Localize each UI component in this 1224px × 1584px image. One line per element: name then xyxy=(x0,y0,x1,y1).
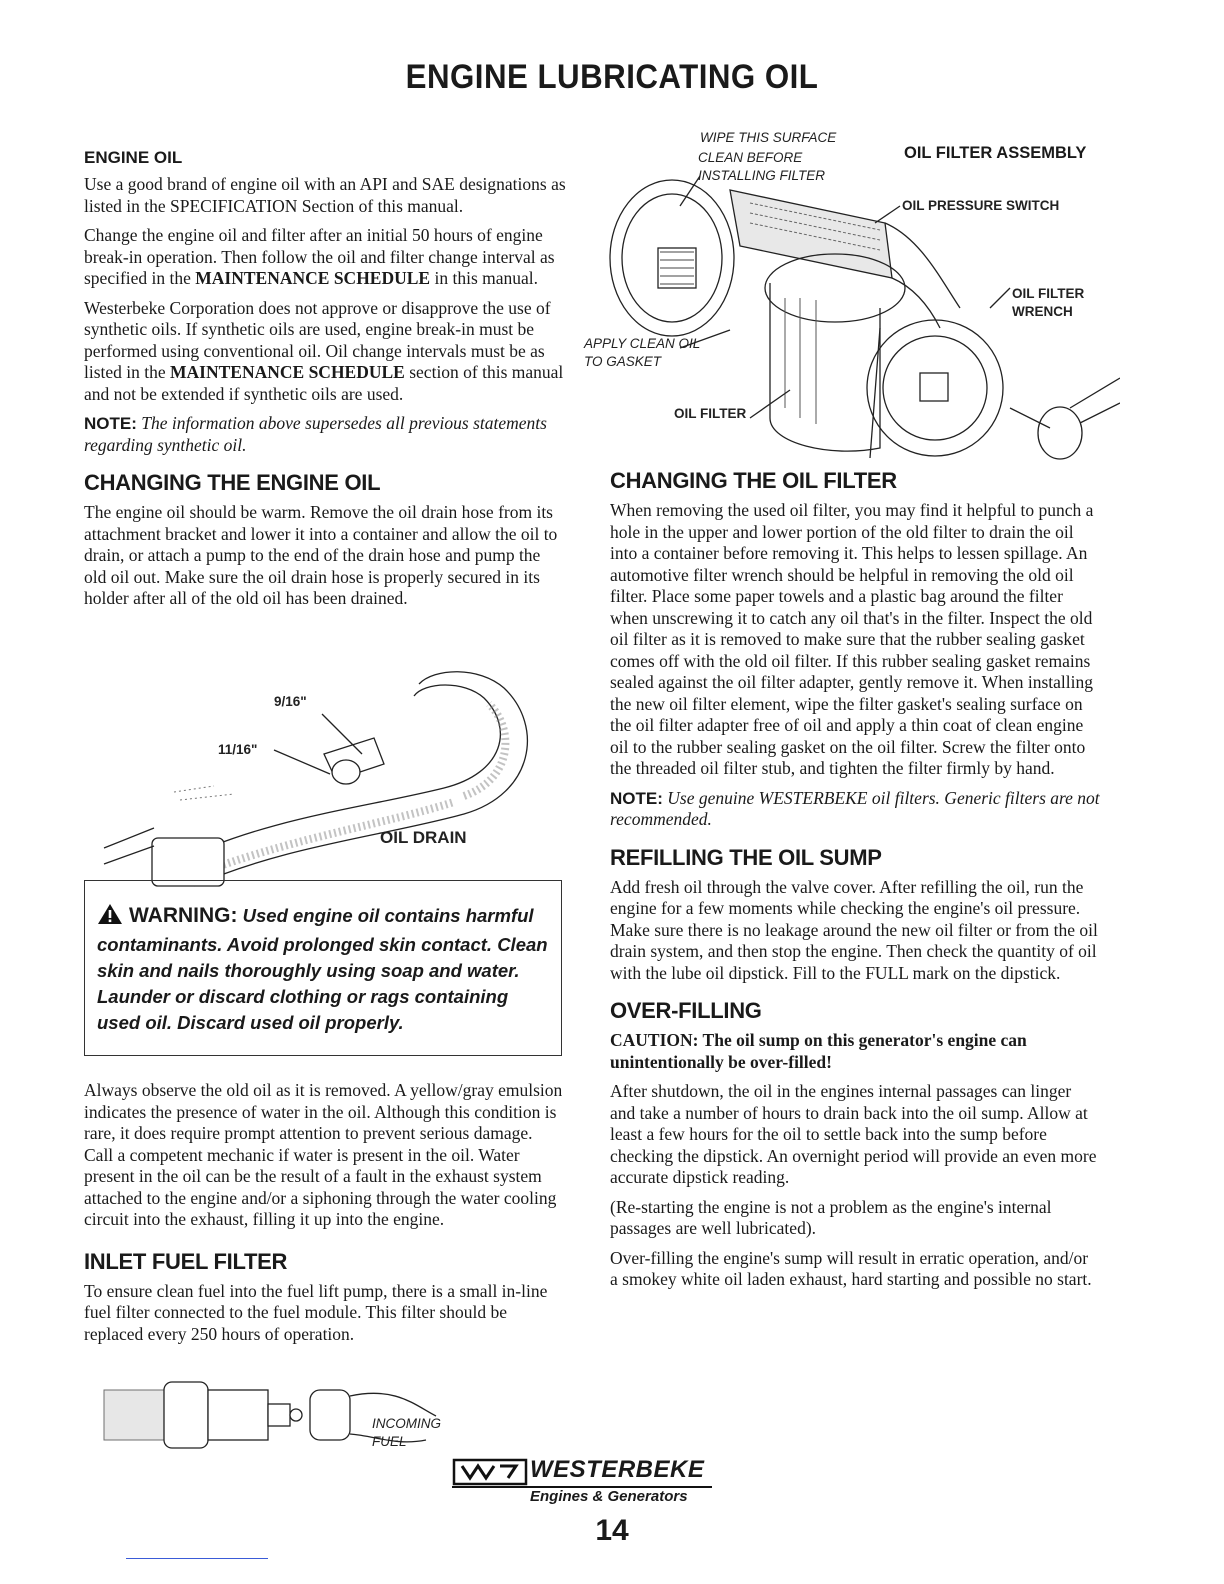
refilling-paragraph: Add fresh oil through the valve cover. After refilling the oil, run the engine for a few moments while checking the engine's oil pressure. Make sure there is no leakage around the new oil filter or from the oil drain system, and then stop the engine. Then check the quantity of oil with the lube oil dipstick. Fill to the FULL mark on the dipstick. xyxy=(610,876,1098,983)
label-clean-before: CLEAN BEFORE xyxy=(698,150,803,165)
label-eleven-sixteenths: 11/16" xyxy=(218,742,258,757)
label-installing-filter: INSTALLING FILTER xyxy=(698,168,826,183)
left-column xyxy=(84,140,566,618)
refilling-heading: REFILLING THE OIL SUMP xyxy=(610,844,882,870)
inlet-fuel-filter-paragraph: To ensure clean fuel into the fuel lift pump, there is a small in-line fuel filter connected to the fuel module. This filter should be replaced every 250 hours of operation. xyxy=(84,1280,548,1344)
oil-drain-hose-drawing xyxy=(84,668,566,898)
maintenance-schedule-ref-1: MAINTENANCE SCHEDULE xyxy=(195,268,431,288)
label-to-gasket: TO GASKET xyxy=(584,354,662,369)
label-oil-drain: OIL DRAIN xyxy=(380,828,467,847)
label-fuel: FUEL xyxy=(372,1434,407,1449)
engine-oil-paragraph-1: Use a good brand of engine oil with an API and SAE designations as listed in the SPECIFICATION Section of this manual. xyxy=(84,174,566,216)
over-filling-paragraph-2: (Re-starting the engine is not a problem as the engine's internal passages are well lubricated). xyxy=(610,1196,1052,1238)
changing-oil-filter-paragraph: When removing the used oil filter, you may find it helpful to punch a hole in the upper and lower portion of the old filter to drain the oil into a container before removing it. This helps to lessen spillage. An automotive filter wrench should be helpful in removing the old oil filter. Place some paper towels and a plastic bag around the filter when unscrewing it to catch any oil that's in the filter. Inspect the old oil filter as it is removed to make sure that the rubber sealing gasket comes off with the old oil filter. If this rubber sealing gasket remains sealed against the oil filter adapter, gently remove it. When installing the new oil filter element, wipe the filter gasket's sealing surface on the oil filter adapter free of oil and apply a thin coat of clean engine oil to the rubber sealing gasket on the oil filter. Screw the filter onto the threaded oil filter stub, and tighten the filter firmly by hand. xyxy=(610,500,1094,778)
label-nine-sixteenths: 9/16" xyxy=(274,694,307,709)
brand-tagline: Engines & Generators xyxy=(530,1488,688,1505)
changing-oil-filter-heading: CHANGING THE OIL FILTER xyxy=(610,468,897,493)
label-oil-filter: OIL FILTER xyxy=(674,406,747,421)
engine-oil-heading: ENGINE OIL xyxy=(84,148,183,167)
label-apply-clean-oil: APPLY CLEAN OIL xyxy=(584,336,701,351)
changing-engine-oil-heading: CHANGING THE ENGINE OIL xyxy=(84,470,381,495)
westerbeke-logo xyxy=(452,1456,712,1512)
footer-rule xyxy=(126,1558,268,1559)
fuel-filter-figure xyxy=(96,1376,456,1466)
engine-oil-paragraph-3: Westerbeke Corporation does not approve or disapprove the use of synthetic oils. If synthetic oils are used, engine break-in must be performed using conventional oil. Oil change intervals must be as listed in the MAINTENANCE SCHEDULE section of this manual and not be extended if synthetic oils are used. xyxy=(84,297,564,404)
oil-drain-figure xyxy=(84,668,566,898)
oil-filter-note: NOTE: Use genuine WESTERBEKE oil filters. Generic filters are not recommended. xyxy=(610,787,1100,829)
lower-left-column xyxy=(84,1080,566,1353)
oil-filter-assembly-title: OIL FILTER ASSEMBLY xyxy=(904,144,1087,162)
over-filling-caution: CAUTION: The oil sump on this generator's engine can unintentionally be over-filled! xyxy=(610,1030,1027,1072)
over-filling-paragraph-3: Over-filling the engine's sump will result in erratic operation, and/or a smokey white oil laden exhaust, hard starting and possible no start. xyxy=(610,1247,1092,1289)
warning-box xyxy=(84,880,562,1056)
over-filling-heading: OVER-FILLING xyxy=(610,998,762,1023)
page-title: ENGINE LUBRICATING OIL xyxy=(405,58,819,96)
brand-name: WESTERBEKE xyxy=(530,1456,705,1483)
engine-oil-paragraph-2: Change the engine oil and filter after an initial 50 hours of engine break-in operation. Then follow the oil and filter change interval as specified in the MAINTENANCE SCHEDULE in this manual. xyxy=(84,225,555,288)
right-column xyxy=(610,468,1100,1299)
label-incoming: INCOMING xyxy=(372,1416,441,1431)
page-number: 14 xyxy=(595,1514,629,1547)
inlet-fuel-filter-heading: INLET FUEL FILTER xyxy=(84,1248,288,1274)
note-label: NOTE: xyxy=(84,414,137,433)
label-oil-filter-wrench-2: WRENCH xyxy=(1012,304,1073,319)
note-label: NOTE: xyxy=(610,788,663,808)
observe-oil-paragraph: Always observe the old oil as it is removed. A yellow/gray emulsion indicates the presence of water in the oil. Although this condition is rare, it does require prompt attention to prevent serious damage. Call a competent mechanic if water is present in the oil. Water present in the oil can be the result of a fault in the exhaust system attached to the engine and/or a siphoning through the water cooling circuit into the exhaust, filling it up into the engine. xyxy=(84,1080,563,1229)
label-oil-filter-wrench-1: OIL FILTER xyxy=(1012,286,1085,301)
maintenance-schedule-ref-2: MAINTENANCE SCHEDULE xyxy=(170,362,405,382)
westerbeke-mark-icon xyxy=(452,1458,528,1488)
warning-text: WARNING: Used engine oil contains harmful contaminants. Avoid prolonged skin contact. Clean skin and nails thoroughly using soap and water. Launder or discard clothing or rags containing used oil. Discard used oil properly. xyxy=(97,904,548,1033)
over-filling-paragraph-1: After shutdown, the oil in the engines internal passages can linger and take a number of hours to drain back into the oil sump. Allow at least a few hours for the oil to settle back into the sump before checking the dipstick. An overnight period will provide an even more accurate dipstick reading. xyxy=(610,1081,1097,1187)
engine-oil-note: NOTE: The information above supersedes all previous statements regarding synthetic oil. xyxy=(84,413,547,455)
warning-triangle-icon xyxy=(97,903,123,932)
label-wipe-surface: WIPE THIS SURFACE xyxy=(700,130,837,145)
warning-label: WARNING: xyxy=(129,904,238,927)
oil-filter-assembly-figure xyxy=(580,128,1120,468)
label-oil-pressure-switch: OIL PRESSURE SWITCH xyxy=(902,198,1060,213)
changing-engine-oil-paragraph: The engine oil should be warm. Remove the oil drain hose from its attachment bracket and lower it into a container and allow the oil to drain, or attach a pump to the end of the drain hose and pump the old oil out. Make sure the oil drain hose is properly secured in its holder after all of the old oil has been drained. xyxy=(84,502,558,608)
